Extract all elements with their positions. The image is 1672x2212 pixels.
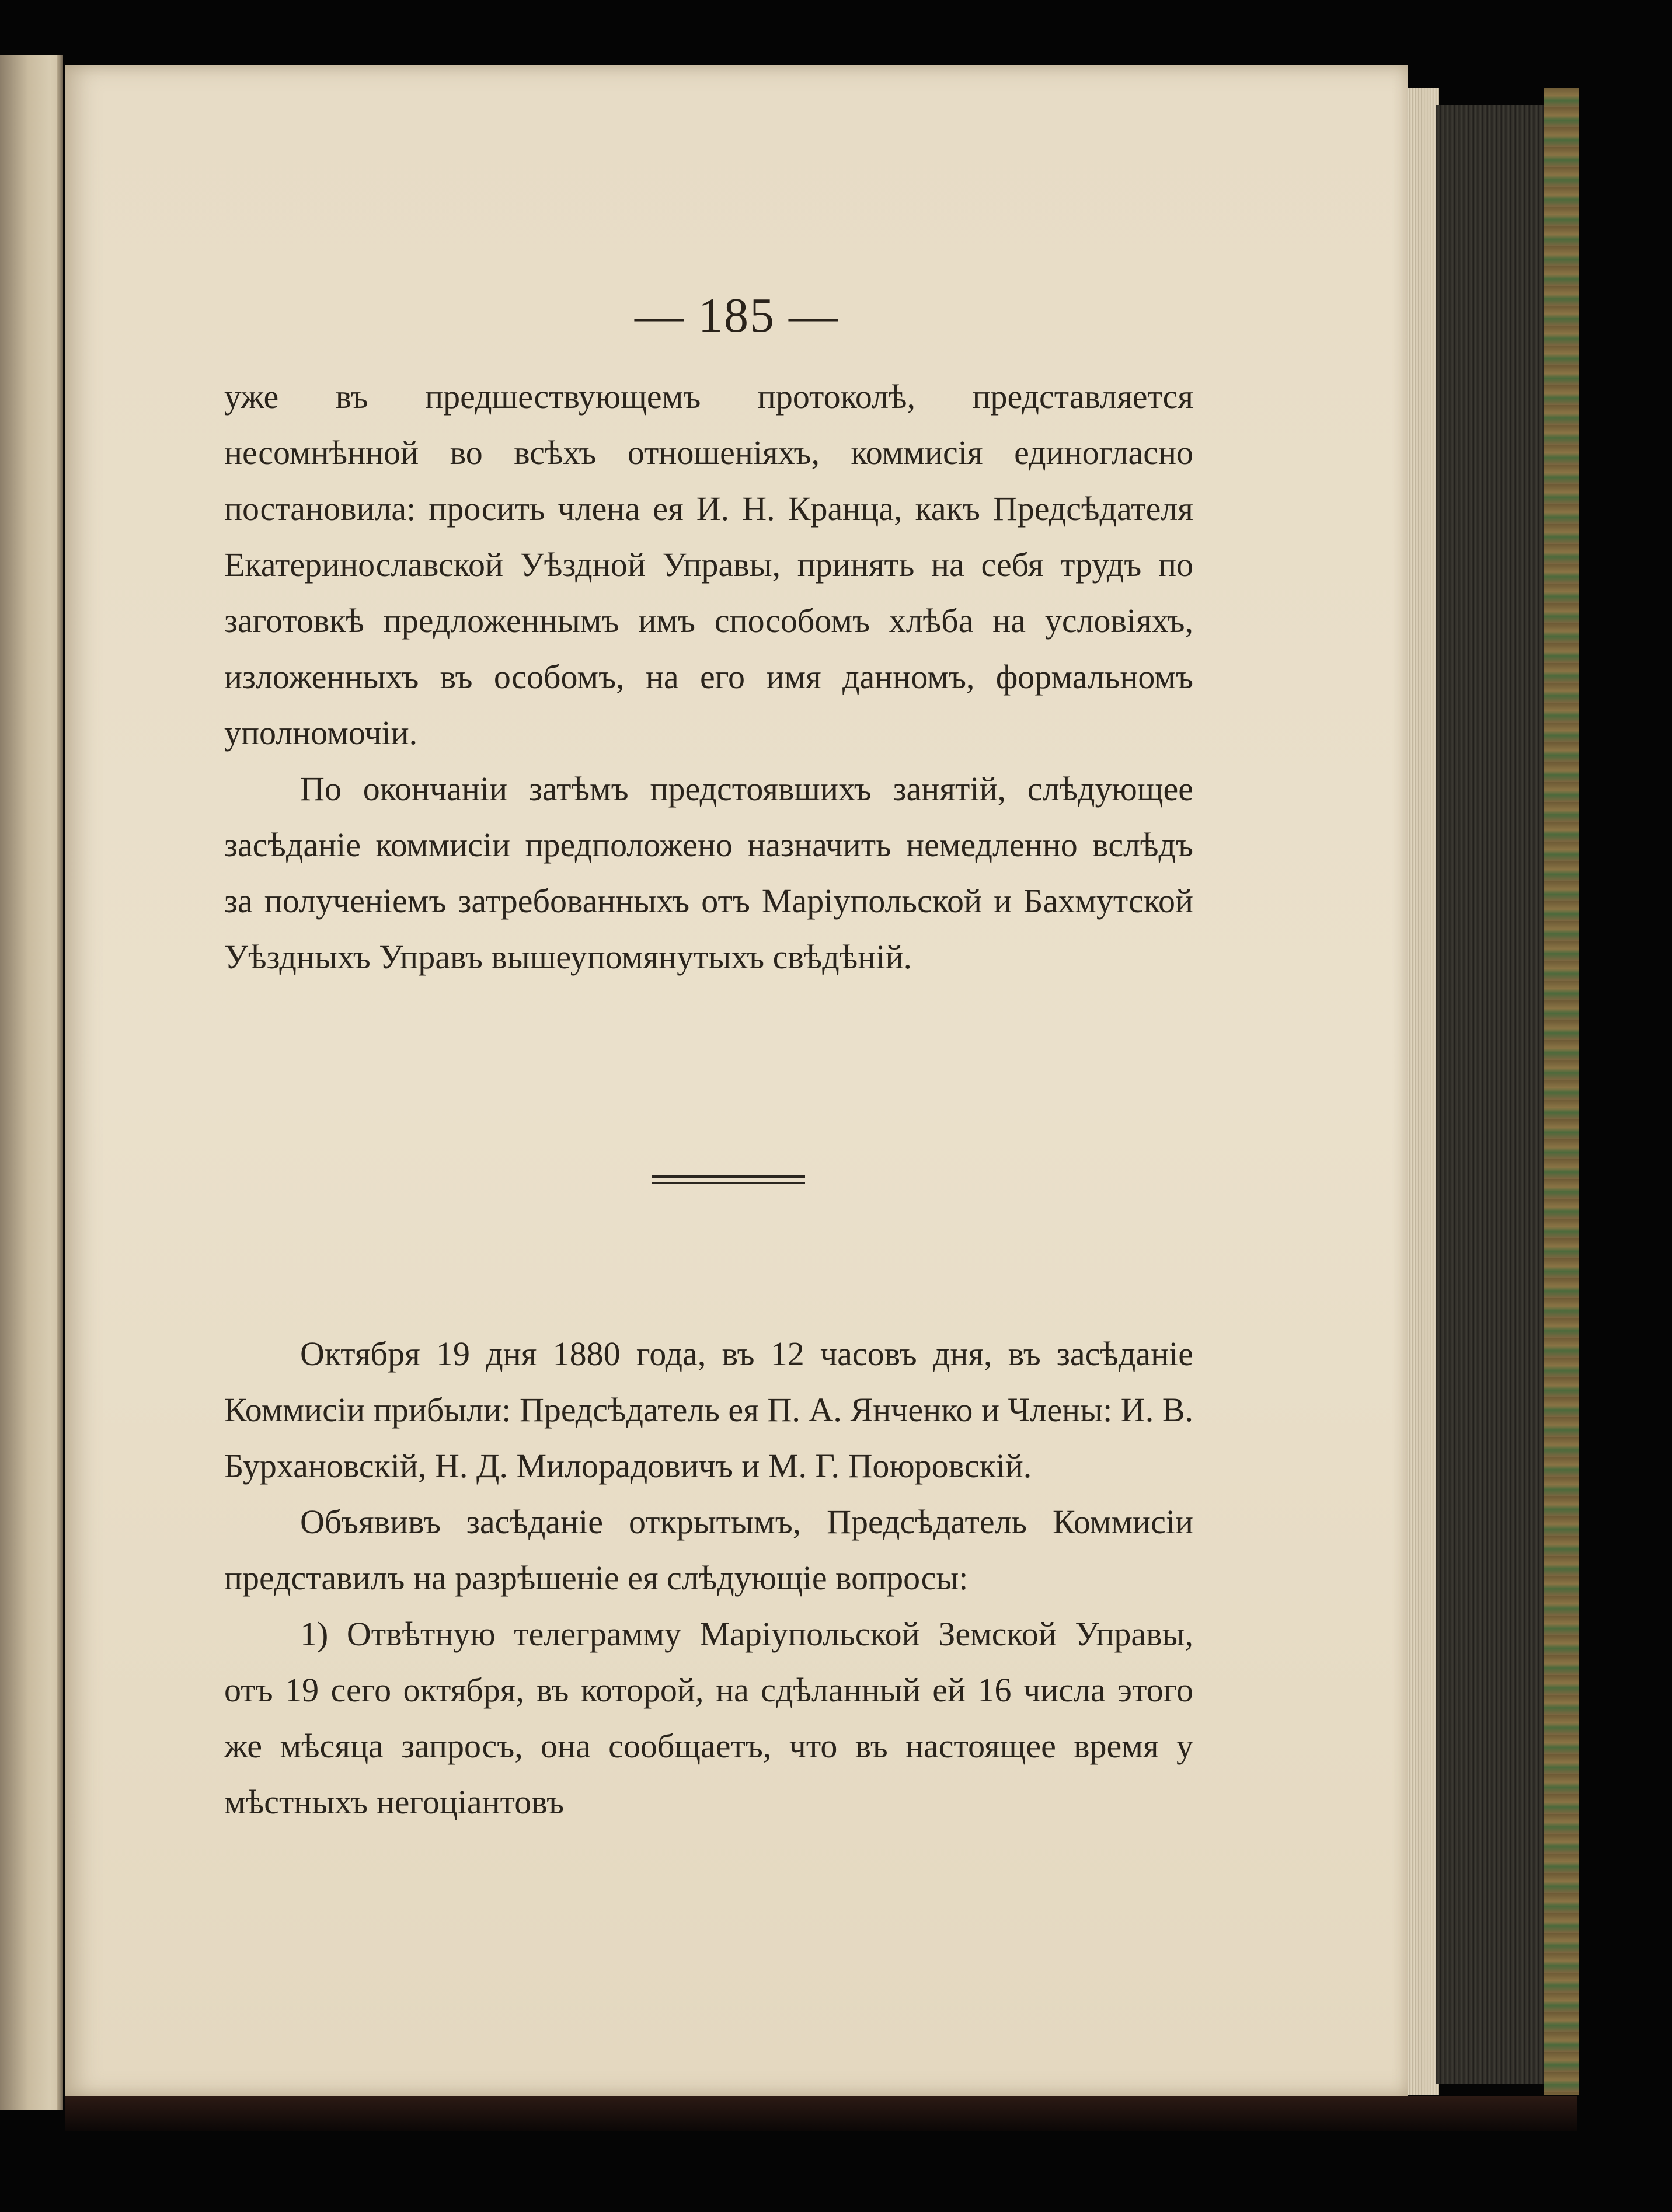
paragraph: По окончаніи затѣмъ предстоявшихъ занятій, слѣдующее засѣданіе коммисіи предположено назначить немедленно вслѣдъ за полученіемъ затребованныхъ отъ Маріупольской и Бахмутской Уѣздныхъ Управъ вышеупомянутыхъ свѣдѣній.: [224, 770, 1193, 976]
paragraph: Объявивъ засѣданіе открытымъ, Предсѣдатель Коммисіи представилъ на разрѣшеніе ея слѣдующіе вопросы:: [224, 1503, 1193, 1597]
section-divider: [652, 1175, 805, 1184]
previous-page-edge: [0, 55, 63, 2110]
paragraph: 1) Отвѣтную телеграмму Маріупольской Земской Управы, отъ 19 сего октября, въ которой, на сдѣланный ей 16 числа этого же мѣсяца запросъ, она сообщаетъ, что въ настоящее время у мѣстныхъ негоціантовъ: [224, 1615, 1193, 1821]
book-cover-spine: [1544, 88, 1579, 2095]
paragraph: Октября 19 дня 1880 года, въ 12 часовъ дня, въ засѣданіе Коммисіи прибыли: Предсѣдатель ея П. А. Янченко и Члены: И. В. Бурхановскій, Н. Д. Милорадовичъ и М. Г. Поюровскій.: [224, 1335, 1193, 1485]
paragraph: уже въ предшествующемъ протоколѣ, представляется несомнѣнной во всѣхъ отношеніяхъ, коммисія единогласно постановила: просить члена ея И. Н. Кранца, какъ Предсѣдателя Екатеринославской Уѣздной Управы, принять на себя трудъ по заготовкѣ предложеннымъ имъ способомъ хлѣба на условіяхъ, изложенныхъ въ особомъ, на его имя данномъ, формальномъ уполномочіи.: [224, 378, 1193, 752]
page-stack-edge: [1404, 88, 1439, 2095]
page-number: — 185 —: [635, 288, 839, 343]
text-section-top: [224, 369, 1193, 985]
book-page: [65, 65, 1408, 2096]
gutter-shadow: [57, 55, 63, 2110]
book-bottom-board: [65, 2096, 1577, 2131]
book-fore-edge: [1436, 105, 1547, 2084]
text-section-bottom: [224, 1326, 1193, 1830]
